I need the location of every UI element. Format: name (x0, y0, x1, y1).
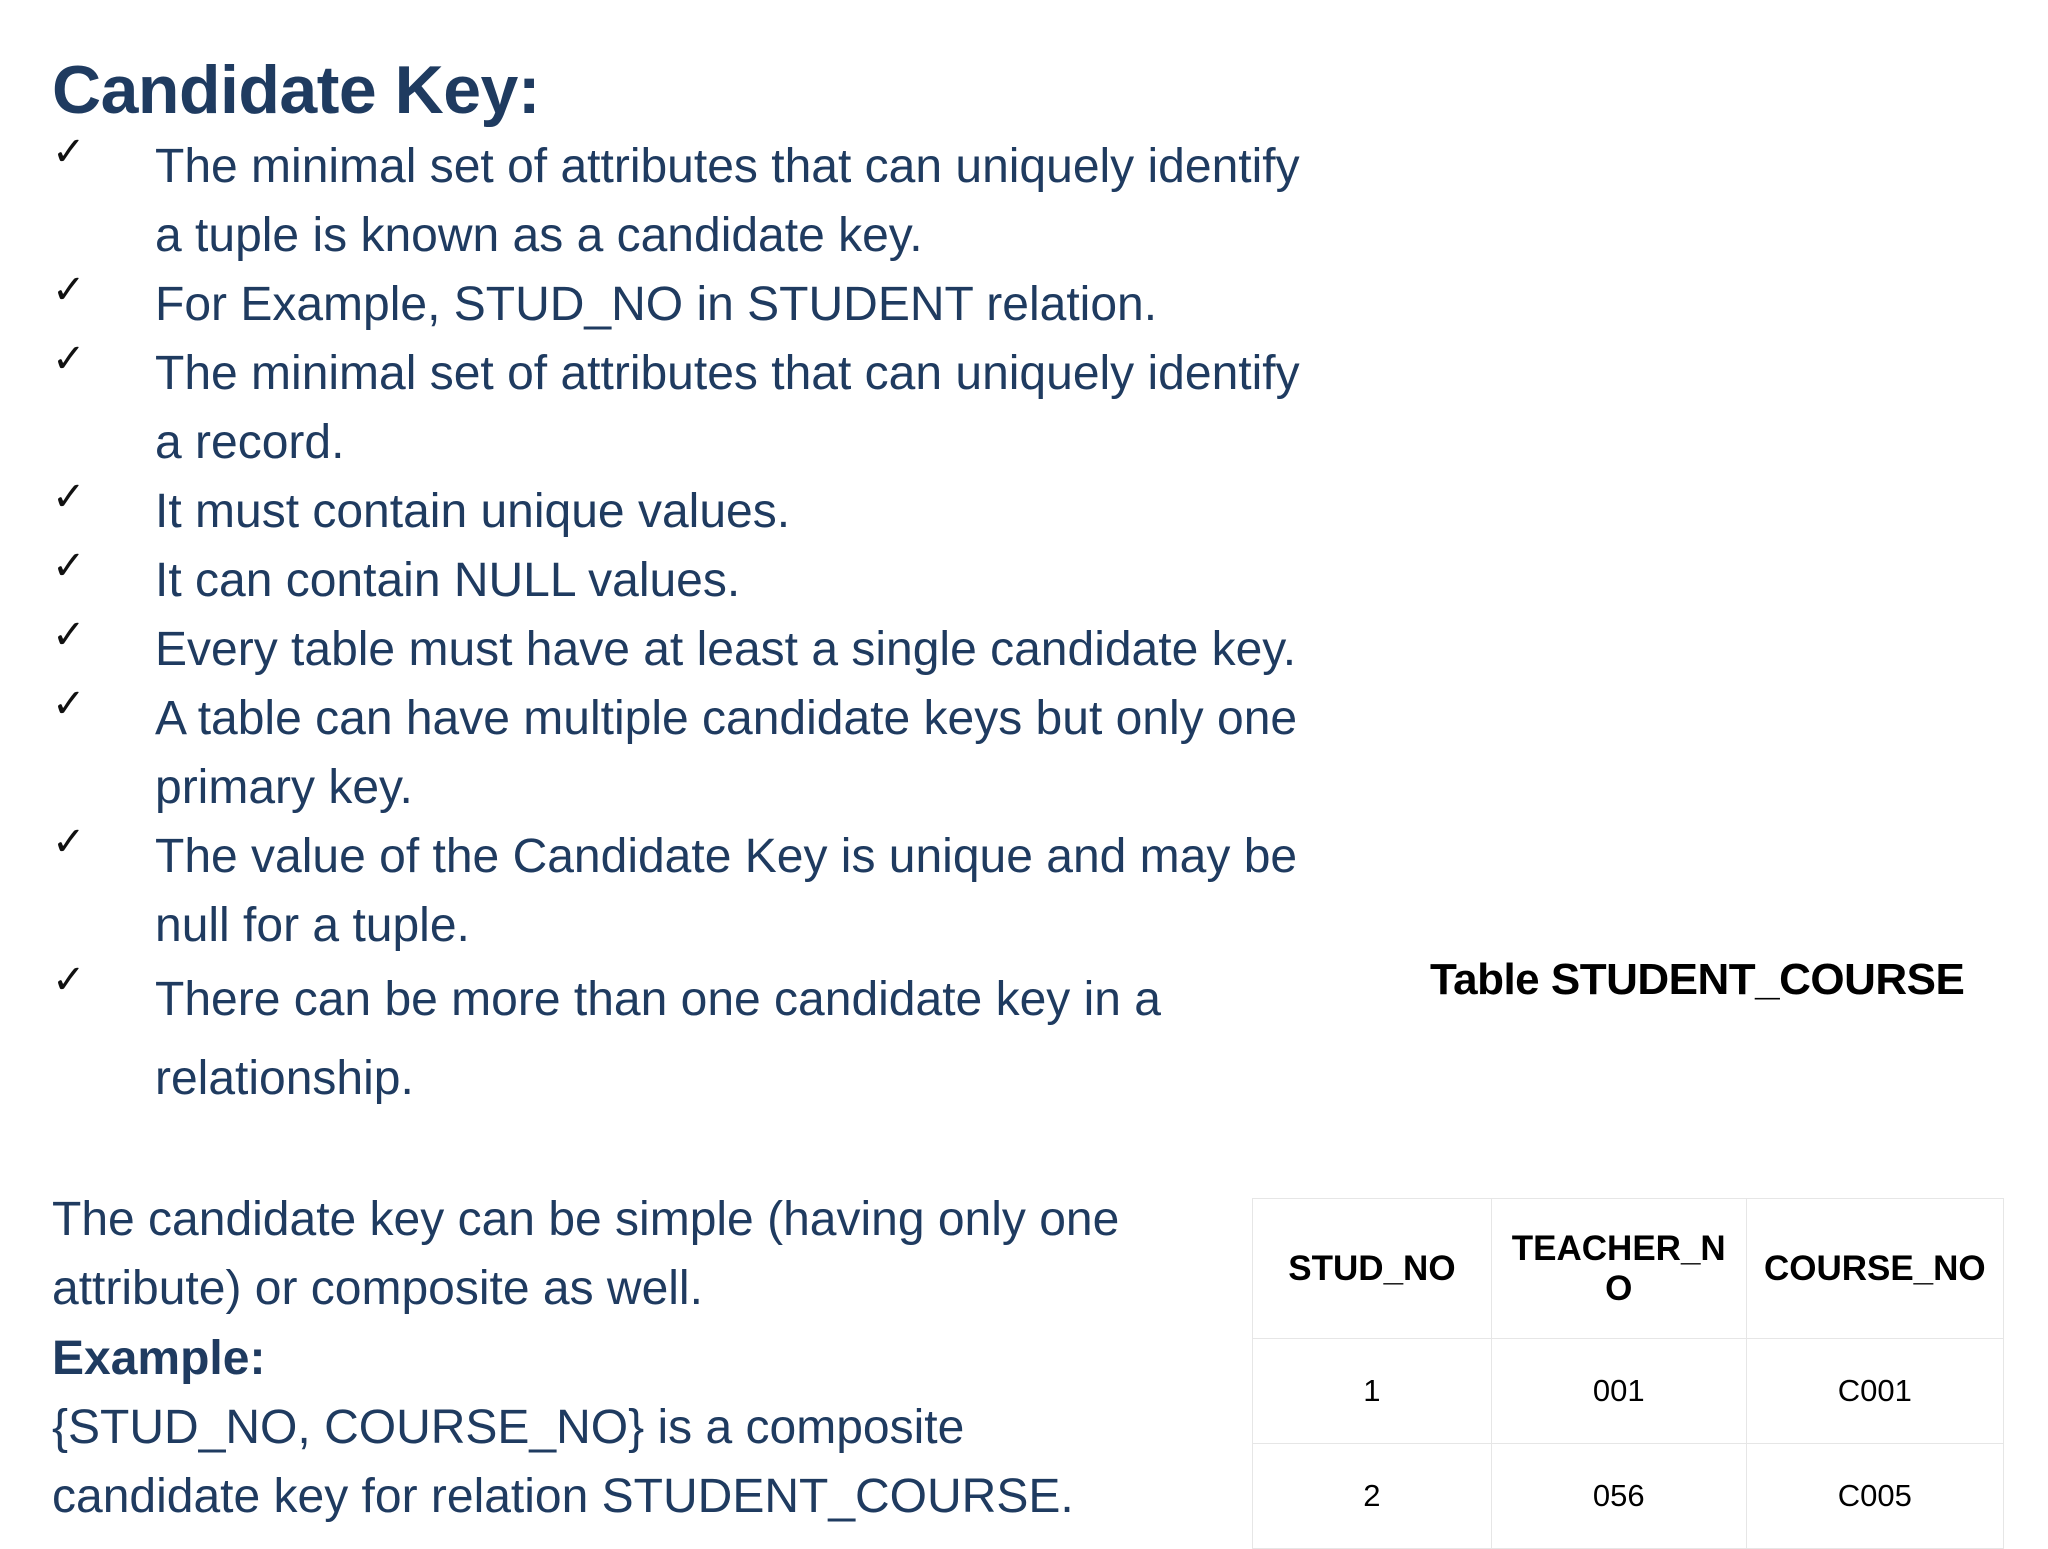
checkmark-icon: ✓ (52, 681, 86, 727)
table-title: Table STUDENT_COURSE (1430, 955, 1965, 1004)
list-item (52, 957, 1302, 1118)
bullet-text: There can be more than one candidate key in a relationship. (155, 973, 1161, 1105)
bullet-text: For Example, STUD_NO in STUDENT relation. (155, 278, 1158, 331)
column-header: STUD_NO (1253, 1199, 1492, 1339)
list-item (52, 612, 1302, 684)
checkmark-icon: ✓ (52, 957, 86, 1003)
checkmark-icon: ✓ (52, 336, 86, 382)
column-header: COURSE_NO (1746, 1199, 2003, 1339)
table-cell: 1 (1253, 1339, 1492, 1444)
list-item (52, 543, 1302, 615)
bullet-text: Every table must have at least a single candidate key. (155, 623, 1297, 676)
table-cell: 2 (1253, 1444, 1492, 1549)
bullet-list (52, 129, 1302, 1118)
checkmark-icon: ✓ (52, 129, 86, 175)
bullet-text: The minimal set of attributes that can uniquely identify a tuple is known as a candidate key. (155, 140, 1300, 262)
table-cell: C005 (1746, 1444, 2003, 1549)
list-item (52, 474, 1302, 546)
list-item (52, 267, 1302, 339)
bullet-text: It must contain unique values. (155, 485, 791, 538)
column-header: TEACHER_N O (1491, 1199, 1746, 1339)
bullet-text: It can contain NULL values. (155, 554, 741, 607)
list-item (52, 819, 1302, 960)
table-row (1253, 1339, 2004, 1444)
table-cell: 001 (1491, 1339, 1746, 1444)
bullet-text: A table can have multiple candidate keys but only one primary key. (155, 692, 1298, 814)
table-row (1253, 1444, 2004, 1549)
bullet-text: The minimal set of attributes that can uniquely identify a record. (155, 347, 1300, 469)
list-item (52, 129, 1302, 270)
bullet-text: The value of the Candidate Key is unique and may be null for a tuple. (155, 830, 1298, 952)
page-title: Candidate Key: (52, 52, 540, 128)
composite-key-paragraph: The candidate key can be simple (having only one attribute) or composite as well. (52, 1193, 1120, 1315)
student-course-table (1252, 1198, 2004, 1549)
example-heading: Example: (52, 1332, 266, 1385)
example-text: {STUD_NO, COURSE_NO} is a composite candidate key for relation STUDENT_COURSE. (52, 1401, 1074, 1523)
table-cell: 056 (1491, 1444, 1746, 1549)
checkmark-icon: ✓ (52, 543, 86, 589)
table-cell: C001 (1746, 1339, 2003, 1444)
table-header-row (1253, 1199, 2004, 1339)
list-item (52, 681, 1302, 822)
checkmark-icon: ✓ (52, 267, 86, 313)
checkmark-icon: ✓ (52, 474, 86, 520)
checkmark-icon: ✓ (52, 819, 86, 865)
list-item (52, 336, 1302, 477)
checkmark-icon: ✓ (52, 612, 86, 658)
